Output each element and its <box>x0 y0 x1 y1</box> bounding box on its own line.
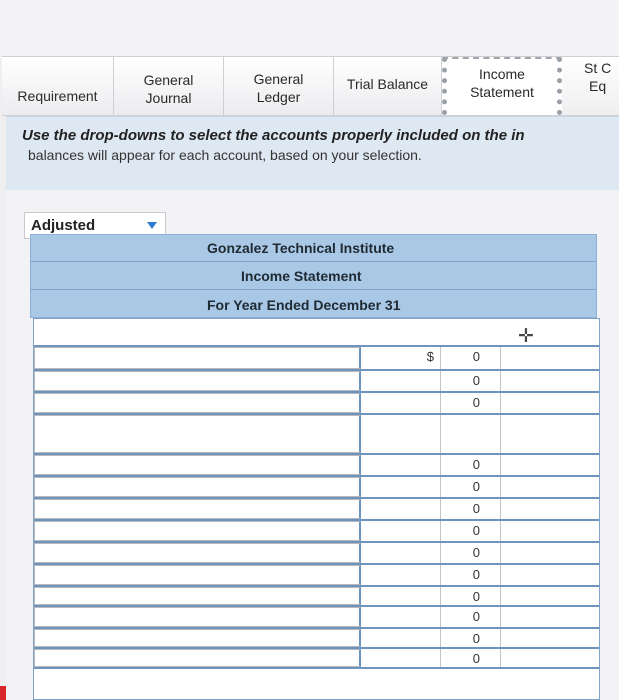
tab-requirement[interactable] <box>2 57 114 115</box>
amount-cell <box>441 587 501 605</box>
instructions-panel <box>6 116 619 190</box>
amount-value: 0 <box>472 349 480 364</box>
amount-value: 0 <box>472 567 480 582</box>
table-row <box>34 543 599 565</box>
account-select[interactable] <box>34 371 361 391</box>
tab-statement-equity[interactable] <box>562 57 619 115</box>
tab-label: Journal <box>145 90 192 106</box>
dollar-cell <box>361 455 441 475</box>
dollar-cell <box>361 393 441 413</box>
blank-cell <box>501 499 599 519</box>
red-marker <box>0 686 6 700</box>
table-row <box>34 607 599 629</box>
table-row <box>34 455 599 477</box>
dollar-cell <box>361 543 441 563</box>
blank-cell <box>501 649 599 667</box>
amount-value: 0 <box>472 523 480 538</box>
instructions-bold: Use the drop-downs to select the accounts properly included on the in <box>22 127 525 144</box>
grid-top-row <box>34 319 599 347</box>
instructions-text: balances will appear for each account, based on your selection. <box>28 147 422 163</box>
dollar-sign: $ <box>426 349 434 364</box>
tab-income-statement[interactable] <box>442 57 562 115</box>
table-row <box>34 565 599 587</box>
dollar-cell <box>361 629 441 647</box>
tab-general-ledger[interactable] <box>224 57 334 115</box>
tab-label: Eq <box>589 78 607 94</box>
dollar-cell <box>361 415 441 453</box>
tab-bar <box>2 56 619 116</box>
blank-cell <box>501 607 599 627</box>
amount-cell <box>441 393 501 413</box>
statement-period: For Year Ended December 31 <box>207 296 401 313</box>
amount-value: 0 <box>472 501 480 516</box>
amount-cell <box>441 543 501 563</box>
dollar-cell <box>361 499 441 519</box>
table-row <box>34 477 599 499</box>
account-select[interactable] <box>34 543 361 563</box>
blank-cell <box>501 521 599 541</box>
table-row <box>34 347 599 371</box>
amount-value: 0 <box>472 631 480 646</box>
amount-cell <box>441 499 501 519</box>
table-row <box>34 415 599 455</box>
tab-general-journal[interactable] <box>114 57 224 115</box>
content-area <box>6 190 619 700</box>
table-row <box>34 629 599 649</box>
blank-cell <box>501 629 599 647</box>
dollar-cell <box>361 649 441 667</box>
tab-label: General <box>253 71 304 87</box>
account-select[interactable] <box>34 629 361 647</box>
amount-value: 0 <box>472 373 480 388</box>
table-row <box>34 521 599 543</box>
dollar-cell <box>361 565 441 585</box>
amount-cell <box>441 521 501 541</box>
dollar-cell <box>361 607 441 627</box>
statement-header <box>30 234 597 318</box>
amount-value: 0 <box>472 395 480 410</box>
account-select[interactable] <box>34 499 361 519</box>
amount-cell <box>441 477 501 497</box>
statement-title: Income Statement <box>31 263 596 290</box>
tab-label: Trial Balance <box>346 76 429 92</box>
account-select[interactable] <box>34 415 361 453</box>
amount-cell <box>441 347 501 369</box>
blank-cell <box>501 455 599 475</box>
account-select[interactable] <box>34 649 361 667</box>
amount-value: 0 <box>472 457 480 472</box>
tab-label: St C <box>584 60 612 76</box>
blank-cell <box>501 347 599 369</box>
table-row <box>34 393 599 415</box>
amount-value: 0 <box>472 651 480 666</box>
dollar-cell <box>361 477 441 497</box>
dollar-cell <box>361 371 441 391</box>
table-row <box>34 587 599 607</box>
amount-cell <box>441 629 501 647</box>
dollar-cell <box>361 347 441 369</box>
account-select[interactable] <box>34 521 361 541</box>
amount-value: 0 <box>472 545 480 560</box>
tab-label: Requirement <box>17 88 98 104</box>
dropdown-value: Adjusted <box>31 217 96 234</box>
tab-trial-balance[interactable] <box>334 57 442 115</box>
blank-cell <box>501 371 599 391</box>
account-select[interactable] <box>34 455 361 475</box>
amount-cell <box>441 607 501 627</box>
amount-cell <box>441 415 501 453</box>
blank-cell <box>501 543 599 563</box>
blank-cell <box>501 587 599 605</box>
company-name: Gonzalez Technical Institute <box>31 235 596 262</box>
dollar-cell <box>361 587 441 605</box>
blank-cell <box>501 565 599 585</box>
caret-down-icon <box>147 222 157 229</box>
account-select[interactable] <box>34 607 361 627</box>
income-statement-grid <box>33 318 600 700</box>
account-select[interactable] <box>34 393 361 413</box>
account-select[interactable] <box>34 587 361 605</box>
amount-cell <box>441 455 501 475</box>
amount-cell <box>441 371 501 391</box>
account-select[interactable] <box>34 565 361 585</box>
tab-label: Income <box>479 66 525 82</box>
blank-cell <box>501 477 599 497</box>
amount-cell <box>441 565 501 585</box>
blank-cell <box>501 415 599 453</box>
move-cursor-icon: ✛ <box>518 326 534 347</box>
tab-label: Statement <box>470 84 534 100</box>
dollar-cell <box>361 521 441 541</box>
account-select[interactable] <box>34 347 361 369</box>
table-row <box>34 499 599 521</box>
amount-value: 0 <box>472 609 480 624</box>
amount-cell <box>441 649 501 667</box>
account-select[interactable] <box>34 477 361 497</box>
tab-label: General <box>143 72 194 88</box>
table-row <box>34 649 599 669</box>
blank-cell <box>501 393 599 413</box>
top-strip <box>0 0 619 58</box>
table-row <box>34 371 599 393</box>
tab-label: Ledger <box>256 89 301 105</box>
amount-value: 0 <box>472 479 480 494</box>
amount-value: 0 <box>472 589 480 604</box>
